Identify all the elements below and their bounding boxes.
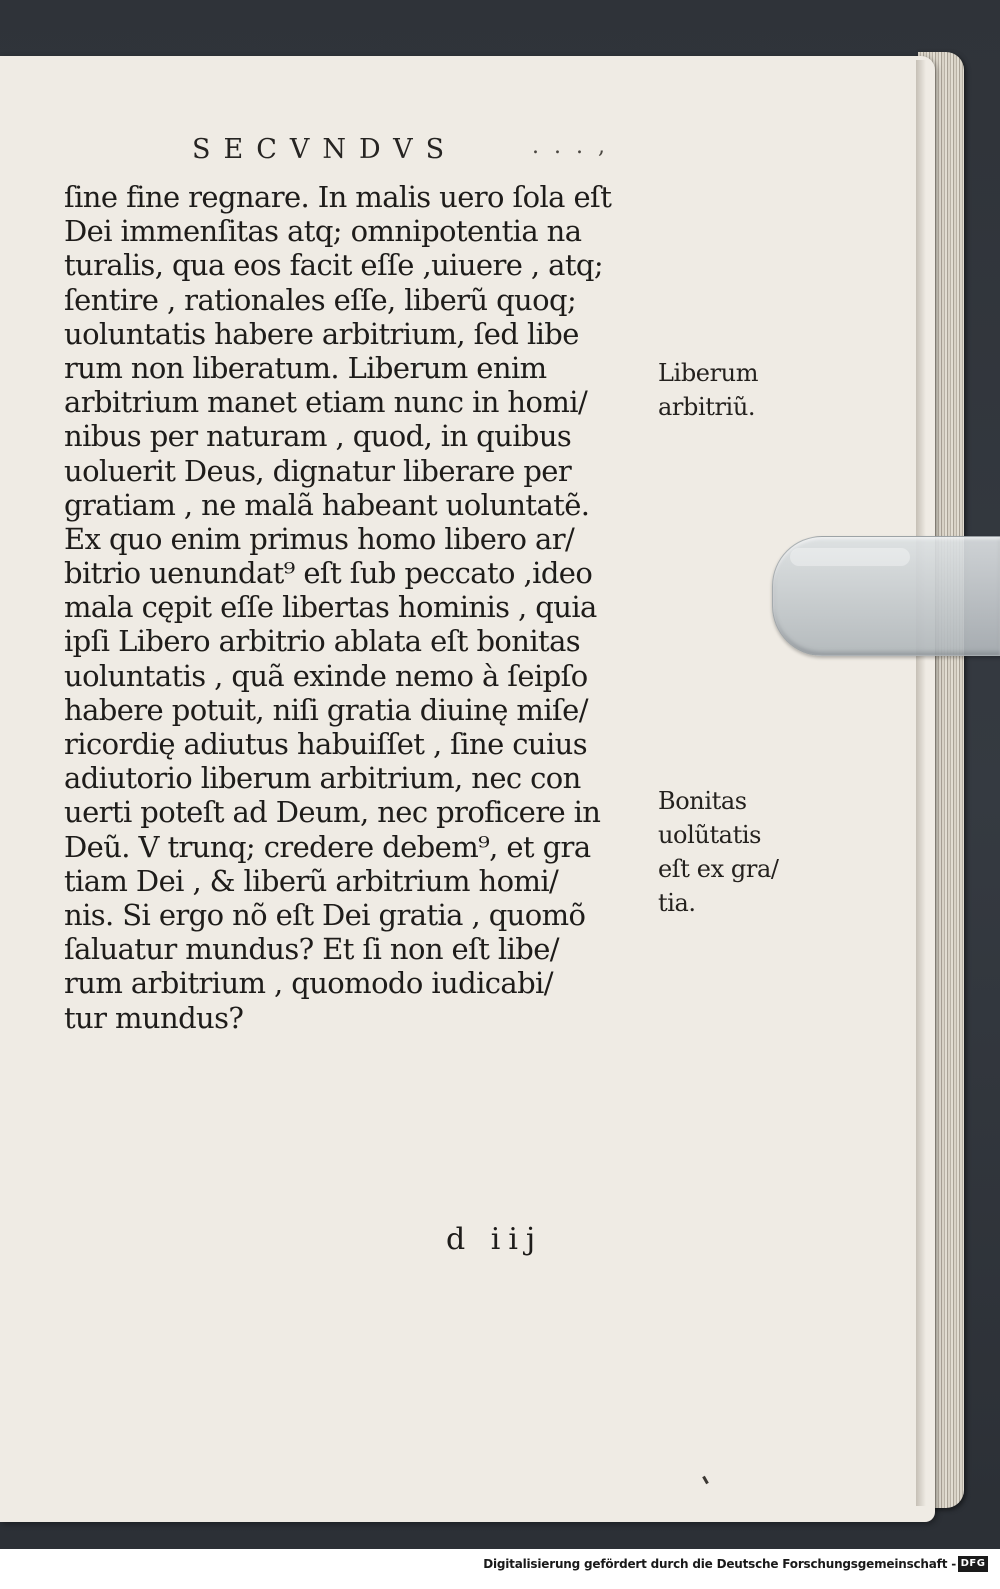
- marginal-line: uolũtatis: [658, 821, 762, 849]
- text-line: ſine fine regnare. In malis uero ſola eſt: [64, 180, 612, 214]
- text-line: gratiam , ne malã habeant uoluntatẽ.: [64, 487, 590, 522]
- text-line: uoluntatis habere arbitrium, ſed libe: [64, 316, 579, 351]
- text-line: tiam Dei , & liberũ arbitrium homi/: [64, 863, 559, 898]
- text-line: mala cępit eſſe libertas hominis , quia: [64, 590, 597, 625]
- text-line: adiutorio liberum arbitrium, nec con: [64, 761, 581, 796]
- text-line: nis. Si ergo nõ eſt Dei gratia , quomõ: [64, 897, 586, 932]
- text-line: Deũ. V trunq; credere debem⁹, et gra: [64, 829, 591, 864]
- signature-mark: d iij: [446, 1222, 544, 1257]
- text-line: ſentire , rationales eſſe, liberũ quoq;: [64, 282, 577, 317]
- text-line: uerti poteſt ad Deum, nec proficere in: [64, 795, 601, 830]
- text-line: rum non liberatum. Liberum enim: [64, 350, 547, 385]
- text-line: arbitrium manet etiam nunc in homi/: [64, 385, 588, 420]
- text-line: Dei immenſitas atq; omnipotentia na: [64, 214, 582, 249]
- text-line: nibus per naturam , quod, in quibus: [64, 419, 572, 454]
- marginal-note-liberum-arbitrium: [658, 356, 758, 424]
- marginal-line: Bonitas: [658, 787, 747, 815]
- text-line: tur mundus?: [64, 1000, 244, 1035]
- text-line: ſaluatur mundus? Et ſi non eſt libe/: [64, 932, 559, 967]
- dfg-logo: DFG: [958, 1556, 988, 1572]
- marginal-note-bonitas: [658, 784, 779, 920]
- body-text: [64, 180, 664, 1035]
- running-head: SECVNDVS: [192, 134, 458, 165]
- marginal-line: Liberum: [658, 359, 759, 387]
- text-line: bitrio uenundat⁹ eſt ſub peccato ,ideo: [64, 556, 593, 591]
- text-line: rum arbitrium , quomodo iudicabi/: [64, 966, 553, 1001]
- bookmark-highlight: [790, 548, 910, 566]
- marginal-line: tia.: [658, 889, 696, 917]
- text-line: turalis, qua eos facit eſſe ,uiuere , atq;: [64, 248, 604, 283]
- text-line: uoluntatis , quã exinde nemo à ſeipſo: [64, 658, 588, 693]
- gutter-shade: [916, 60, 926, 1506]
- text-line: Ex quo enim primus homo libero ar/: [64, 521, 575, 556]
- text-line: ricordię adiutus habuiſſet , ſine cuius: [64, 727, 587, 761]
- funding-credit: Digitalisierung gefördert durch die Deutsche Forschungsgemeinschaft -: [483, 1557, 956, 1571]
- text-line: ipſi Libero arbitrio ablata eſt bonitas: [64, 624, 581, 659]
- marginal-line: arbitriũ.: [658, 393, 756, 421]
- text-line: habere potuit, niſi gratia diuinę miſe/: [64, 692, 588, 727]
- text-line: uoluerit Deus, dignatur liberare per: [64, 453, 572, 488]
- marginal-line: eſt ex gra/: [658, 855, 779, 883]
- running-head-trail: . . . ,: [532, 134, 609, 159]
